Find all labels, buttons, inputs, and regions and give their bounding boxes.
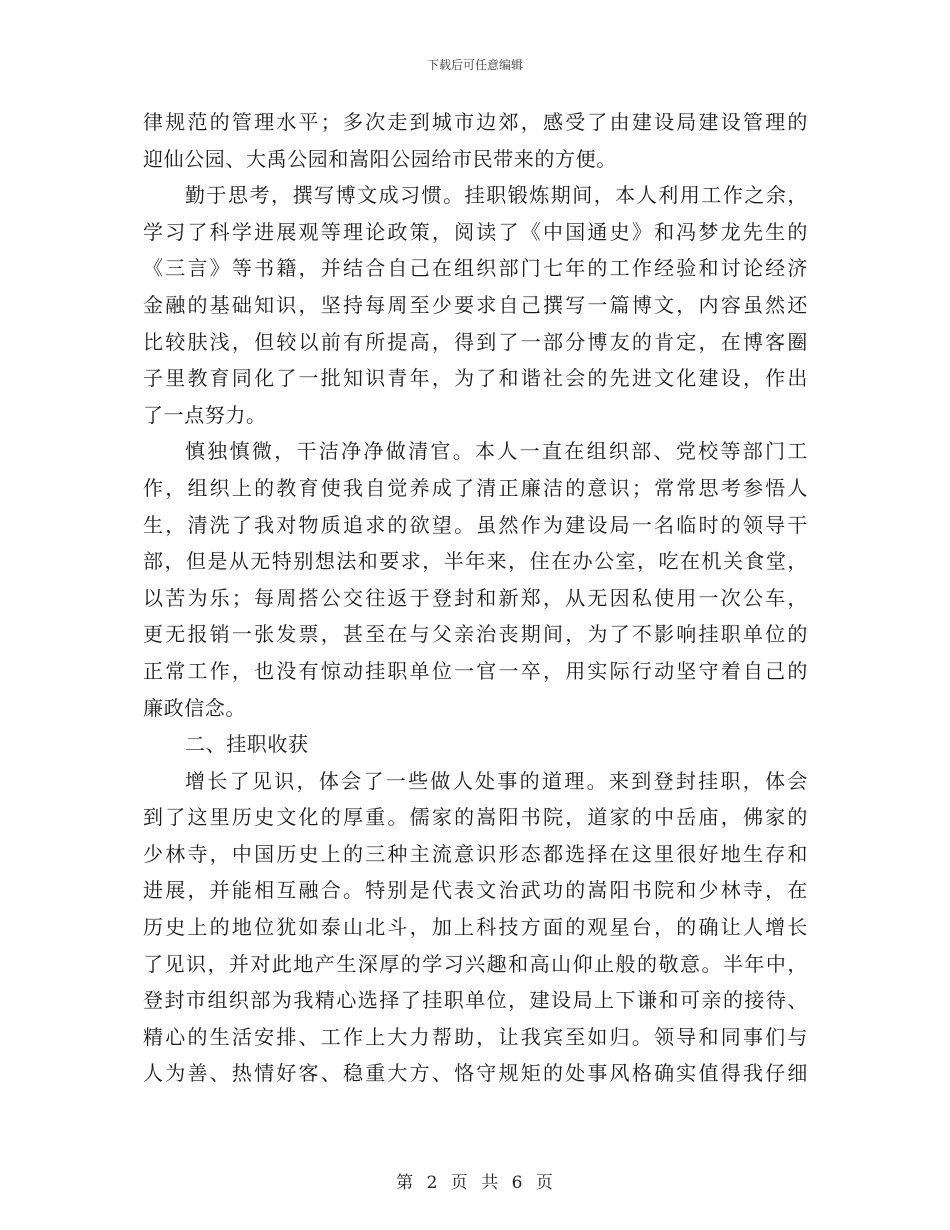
text-line: 律规范的管理水平；多次走到城市边郊，感受了由建设局建设管理的 xyxy=(143,110,808,134)
text-line: 登封市组织部为我精心选择了挂职单位，建设局上下谦和可亲的接待、 xyxy=(143,988,808,1013)
text-line: 少林寺，中国历史上的三种主流意识形态都选择在这里很好地生存和 xyxy=(143,841,808,866)
text-line: 到了这里历史文化的厚重。儒家的嵩阳书院，道家的中岳庙，佛家的 xyxy=(143,805,808,830)
page-footer: 第 2 页 共 6 页 xyxy=(396,1173,554,1193)
text-line: 精心的生活安排、工作上大力帮助，让我宾至如归。领导和同事们与 xyxy=(143,1024,808,1049)
text-line: 《三言》等书籍，并结合自己在组织部门七年的工作经验和讨论经济 xyxy=(143,256,808,281)
text-line: 了见识，并对此地产生深厚的学习兴趣和高山仰止般的敬意。半年中， xyxy=(143,951,808,976)
text-line: 勤于思考，撰写博文成习惯。挂职锻炼期间，本人利用工作之余， xyxy=(185,183,808,208)
text-line: 金融的基础知识，坚持每周至少要求自己撰写一篇博文，内容虽然还 xyxy=(143,292,808,317)
text-line: 学习了科学进展观等理论政策，阅读了《中国通史》和冯梦龙先生的 xyxy=(143,219,808,244)
text-line: 正常工作，也没有惊动挂职单位一官一卒，用实际行动坚守着自己的 xyxy=(143,658,808,683)
text-line: 更无报销一张发票，甚至在与父亲治丧期间，为了不影响挂职单位的 xyxy=(143,622,808,647)
text-line: 作，组织上的教育使我自觉养成了清正廉洁的意识；常常思考参悟人 xyxy=(143,475,808,500)
text-line: 慎独慎微，干洁净净做清官。本人一直在组织部、党校等部门工 xyxy=(185,439,808,464)
text-line: 人为善、热情好客、稳重大方、恪守规矩的处事风格确实值得我仔细 xyxy=(143,1061,808,1086)
text-line: 子里教育同化了一批知识青年，为了和谐社会的先进文化建设，作出 xyxy=(143,366,808,391)
document-body xyxy=(143,104,808,1092)
text-line: 部，但是从无特别想法和要求，半年来，住在办公室，吃在机关食堂， xyxy=(143,549,808,574)
text-line: 了一点努力。 xyxy=(143,402,267,427)
text-line: 廉政信念。 xyxy=(143,695,246,720)
page-header: 下载后可任意编辑 xyxy=(426,58,523,72)
text-line: 二、挂职收获 xyxy=(185,732,309,757)
text-line: 进展，并能相互融合。特别是代表文治武功的嵩阳书院和少林寺，在 xyxy=(143,878,808,903)
text-line: 历史上的地位犹如泰山北斗，加上科技方面的观星台，的确让人增长 xyxy=(143,915,808,940)
text-line: 迎仙公园、大禹公园和嵩阳公园给市民带来的方便。 xyxy=(143,146,617,171)
text-line: 增长了见识，体会了一些做人处事的道理。来到登封挂职，体会 xyxy=(185,768,808,793)
text-line: 比较肤浅，但较以前有所提高，得到了一部分博友的肯定，在博客圈 xyxy=(143,329,808,354)
text-line: 生，清洗了我对物质追求的欲望。虽然作为建设局一名临时的领导干 xyxy=(143,512,808,537)
text-line: 以苦为乐；每周搭公交往返于登封和新郑，从无因私使用一次公车， xyxy=(143,585,808,610)
